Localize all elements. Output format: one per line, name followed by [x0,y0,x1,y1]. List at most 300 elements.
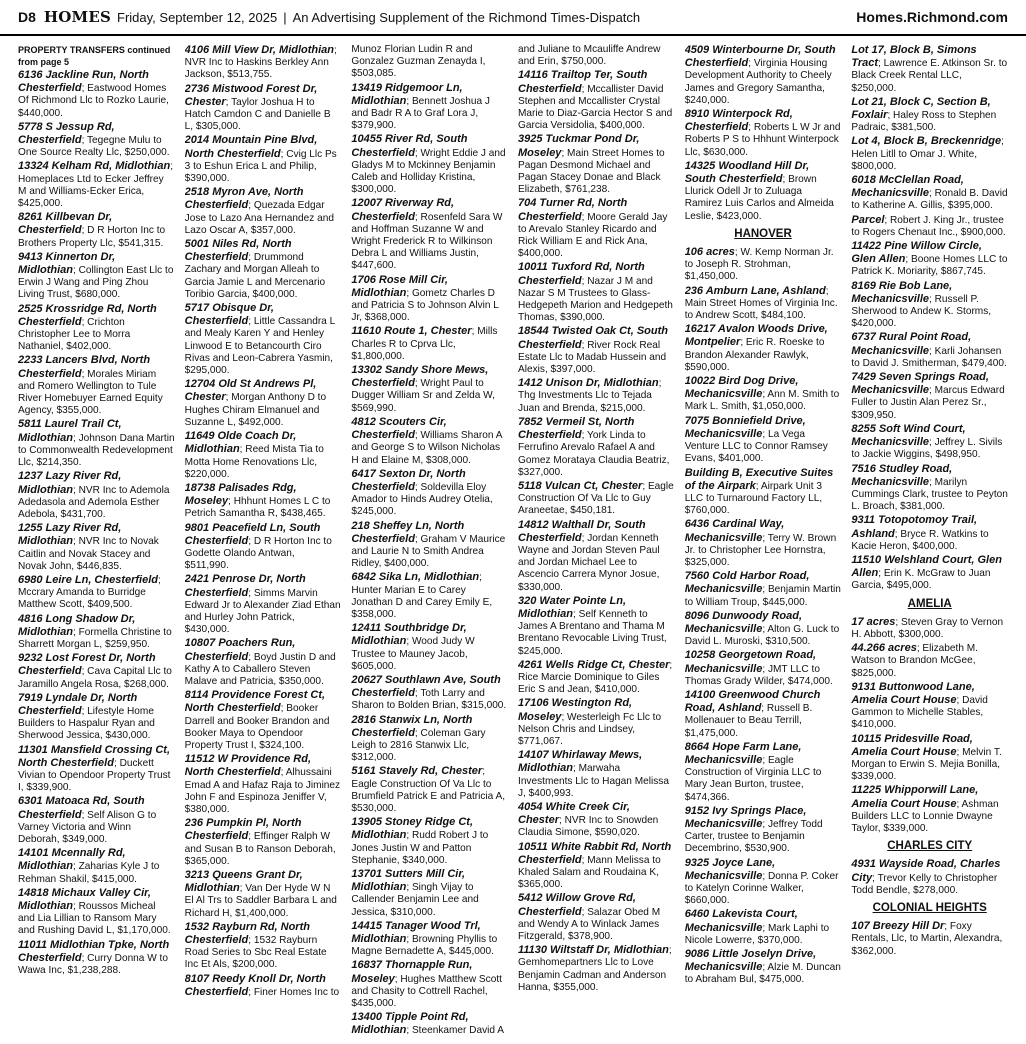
property-address: 18738 Palisades Rdg, Moseley [184,481,297,508]
transfer-details: ; Ronald B. David to Katherine A. Gillis, $395,000. [851,188,1008,212]
transfer-entry [18,303,175,354]
property-address: 9152 Ivy Springs Place, Mechanicsville [684,804,807,830]
transfer-entry [351,1011,508,1037]
transfer-details: ; Effinger Ralph W and Susan B to Ranson Deborah, $365,000. [184,831,336,867]
property-address: 6737 Rural Point Road, Mechanicsville [851,331,972,357]
property-address: 14812 Walthall Dr, South Chesterfield [518,518,646,544]
transfer-entry [518,944,675,994]
transfer-entry [851,554,1008,593]
transfer-details: ; Virginia Housing Development Authority to Cheely James and Gregory Samantha, $240,000. [684,58,832,106]
property-address: 6018 McClellan Road, Mechanicsville [851,174,964,200]
transfer-entry [18,470,175,521]
property-address: 11649 Olde Coach Dr, Midlothian [184,430,297,456]
transfer-details: ; Roussos Micheal and Lia Lillian to Ransom Mary and Rushing David L, $1,170,000. [18,901,171,937]
property-address: 10807 Poachers Run, Chesterfield [184,637,296,663]
transfer-entry [18,522,175,573]
transfer-entry [851,240,1008,279]
property-address: 11510 Welshland Court, Glen Allen [851,553,1002,580]
property-address: 4261 Wells Ridge Ct, Chester [518,658,670,671]
property-address: 2421 Penrose Dr, North Chesterfield [184,573,306,599]
property-address: 11301 Mansfield Crossing Ct, North Chesterfield [18,743,171,769]
transfer-entry [185,689,342,752]
property-address: 704 Turner Rd, North Chesterfield [518,197,628,223]
property-address: 8664 Hope Farm Lane, Mechanicsville [684,740,802,766]
property-address: 44.266 acres [851,642,917,655]
property-address: 13905 Stoney Ridge Ct, Midlothian [351,816,473,842]
property-address: 10011 Tuxford Rd, North Chesterfield [518,261,645,287]
property-address: Lot 21, Block C, Section B, Foxlair [851,95,991,122]
transfer-details: ; Eric R. Roeske to Brandon Alexander Rawlyk, $590,000. [684,337,825,373]
property-address: 10022 Bird Dog Drive, Mechanicsville [684,375,799,401]
transfer-entry [518,325,675,376]
property-address: Lot 17, Block B, Simons Tract [851,44,977,70]
transfer-details: ; Thg Investments Llc to Tejada Juan and Brenda, $215,000. [518,378,662,414]
property-address: 16837 Thornapple Run, Moseley [351,959,473,985]
transfer-entry [18,69,175,120]
transfer-details: ; Elizabeth M. Watson to Brandon McGee, $825,000. [851,643,978,679]
transfer-entry [351,274,508,325]
transfer-entry [851,616,1008,641]
transfer-details: ; D R Horton Inc to Godette Olando Antwan, $511,990. [184,535,332,572]
transfer-entry [851,371,1008,422]
transfer-entry [185,430,342,481]
property-address: 5778 S Jessup Rd, Chesterfield [18,120,115,147]
transfer-entry [185,753,342,816]
property-address: 11512 W Providence Rd, North Chesterfield [184,753,312,779]
column-2 [185,44,342,1039]
transfer-details: ; NVR Inc to Snowden Claudia Simone, $590,020. [518,815,659,839]
property-address: 9801 Peacefield Ln, South Chesterfield [184,521,321,547]
transfer-entry [685,741,842,804]
transfer-entry [351,44,508,81]
transfer-details: ; Marilyn Cummings Clark, trustee to Peyton L. Broach, $381,000. [851,476,1008,513]
header-separator: | [283,9,287,25]
property-address: 6301 Matoaca Rd, South Chesterfield [18,795,145,821]
column-6 [851,44,1008,1039]
property-address: 7852 Vermeil St, North Chesterfield [518,415,635,442]
transfer-details: ; Wright Paul to Dugger William Sr and Zelda W, $569,990. [351,378,495,414]
transfer-details: ; Nazar J M and Nazar S M Trustees to Glass-Hedgepeth Marion and Hedgepeth Thomas, $390,000. [518,275,673,324]
transfer-entry [351,920,508,959]
transfer-details: ; Cava Capital Llc to Jaramillo Angela Rosa, $268,000. [18,666,172,690]
property-address: 4812 Scouters Cir, Chesterfield [351,415,447,442]
property-address: 8096 Dunwoody Road, Mechanicsville [684,609,803,635]
transfer-entry [351,765,508,815]
transfer-details: ; NVR Inc to Novak Caitlin and Novak Stacey and Novak John, $446,835. [18,536,159,572]
transfer-entry [851,96,1008,135]
property-address: 13400 Tipple Point Rd, Midlothian [351,1011,469,1037]
property-address: 12411 Southbridge Dr, Midlothian [351,622,467,648]
transfer-entry [518,659,675,697]
transfer-details: ; Donna P. Coker to Katelyn Corinne Walker, $660,000. [684,870,839,907]
transfer-details: ; Eastwood Homes Of Richmond Llc to Rozko Laurie, $440,000. [18,83,169,119]
transfer-details: ; La Vega Venture LLC to Connor Ramsey Evans, $401,000. [684,428,828,465]
transfer-entry [351,816,508,867]
transfer-entry [518,892,675,943]
property-address: 6980 Leire Ln, Chesterfield [18,573,158,586]
transfer-entry [518,133,675,196]
transfer-entry [685,415,842,466]
property-address: 9325 Joyce Lane, Mechanicsville [684,856,776,882]
transfer-details: ; Eagle Construction of Virginia LLC to Mary Jean Burton, trustee, $474,366. [684,754,822,803]
transfer-details: ; Foxy Rentals, Llc, to Martin, Alexandra, $362,000. [851,921,1003,957]
transfer-details: ; Mccallister David Stephen and Mccallister Crystal Marie to Diaz-Garcia Hector S and Garcia Versidolia, $400,000. [518,83,673,132]
transfer-details: ; Roberts L W Jr and Roberts P S to Hhhunt Winterpock Llc, $630,000. [684,122,841,158]
transfer-entry [351,468,508,519]
transfer-entry [18,939,175,978]
transfer-details: ; Finer Homes Inc to [248,986,340,998]
property-address: 5001 Niles Rd, North Chesterfield [184,238,292,264]
transfer-details: ; Little Cassandra L and Mealy Karen Y and Henley Linwood E to Betancourth Ciro Rivas and Leon-Cabrera Yasmin, $295,000. [184,316,335,377]
transfer-details: ; Boyd Justin D and Kathy A to Caballero Steven Malave and Patricia, $350,000. [184,651,336,687]
transfer-entry [18,354,175,417]
transfer-entry [18,744,175,795]
transfer-entry [185,637,342,688]
transfer-entry [685,285,842,323]
property-address: 2525 Krossridge Rd, North Chesterfield [18,302,157,328]
transfer-entry [185,134,342,185]
transfer-details: ; Russell B. Mollenauer to Beau Terrill, $1,475,000. [684,703,813,739]
continued-note: PROPERTY TRANSFERS continued from page 5 [18,45,171,67]
property-address: 236 Amburn Lane, Ashland [684,284,826,297]
transfer-entry [518,697,675,748]
transfer-details: ; Karli Johansen to David J. Smitherman, $479,400. [851,345,1007,369]
transfer-details: ; Steenkamer David A [406,1025,504,1037]
transfer-details: ; Helen Litll to Omar J. White, $800,000. [851,136,1004,172]
transfer-entry [685,160,842,223]
transfer-details: ; Curry Donna W to Wawa Inc, $1,238,288. [18,952,168,977]
property-address: 2233 Lancers Blvd, North Chesterfield [18,354,151,380]
section-brand: HOMES [43,8,112,26]
property-address: 12704 Old St Andrews Pl, Chester [184,378,317,404]
transfer-entry [185,302,342,377]
transfer-details: ; Singh Vijay to Callender Benjamin Lee and Jessica, $310,000. [351,882,479,918]
transfer-entry [851,44,1008,95]
transfer-entry [851,135,1008,173]
transfer-details: ; Rice Marcie Dominique to Giles Eric S and Jean, $410,000. [518,659,673,696]
transfer-entry [851,331,1008,370]
transfer-details: ; Formella Christine to Sharrett Morgan L, $259,950. [18,626,172,650]
property-address: 14415 Tanager Wood Trl, Midlothian [351,919,481,946]
transfer-entry [351,959,508,1010]
transfer-entry [685,610,842,649]
transfer-entry [685,857,842,908]
property-address: 4054 White Creek Cir, Chester [518,800,630,827]
column-3 [351,44,508,1039]
transfer-entry [685,689,842,740]
property-address: 106 acres [684,246,735,259]
transfer-details: ; Homeplaces Ltd to Ecker Jeffrey M and Williams-Ecker Erica, $425,000. [18,161,174,210]
property-address: 12007 Riverway Rd, Chesterfield [351,197,455,223]
transfer-entry [518,377,675,415]
transfer-entry [685,649,842,688]
transfer-entry [18,795,175,846]
transfer-entry [351,674,508,713]
transfer-details: ; Hunter Marian E to Carey Jonathan D and Carey Emily E, $358,000. [351,572,493,620]
property-address: 8107 Reedy Knoll Dr, North Chesterfield [184,972,326,998]
transfer-entry [518,595,675,658]
property-address: 7919 Lyndale Dr, North Chesterfield [18,691,138,717]
transfer-entry [518,801,675,840]
transfer-entry [18,574,175,612]
section-heading: HANOVER [734,227,792,240]
transfer-entry [685,948,842,987]
transfer-details: and Juliane to Mcauliffe Andrew and Erin, $750,000. [518,44,661,68]
transfer-details: ; NVR Inc to Haskins Berkley Ann Jackson, $513,755. [184,45,337,81]
transfer-details: ; Alhussaini Emad A and Hafaz Raja to Jiminez John F and Espinoza Jeniffer V, $380,000. [184,767,341,815]
property-address: 1255 Lazy River Rd, Midlothian [18,522,122,548]
transfer-details: ; Graham V Maurice and Laurie N to Smith Andrea Ridley, $400,000. [351,533,506,570]
transfer-entry [851,514,1008,553]
column-5 [685,44,842,1039]
property-address: 14100 Greenwood Church Road, Ashland [684,688,821,715]
transfer-entry [185,83,342,134]
property-address: 11130 Wiltstaff Dr, Midlothian [518,944,669,957]
transfer-entry [685,805,842,856]
transfer-details: ; D R Horton Inc to Brothers Property Llc, $541,315. [18,225,166,249]
transfer-details: ; River Rock Real Estate Llc to Madab Hussein and Alexis, $397,000. [518,339,667,376]
property-address: 8169 Rie Bob Lane, Mechanicsville [851,279,953,305]
transfer-details: ; Terry W. Brown Jr. to Christopher Lee Hornstra, $325,000. [684,532,837,568]
transfer-entry [351,416,508,467]
property-address: 7429 Seven Springs Road, Mechanicsville [851,371,989,397]
transfer-entry [185,522,342,573]
transfer-details: ; Melvin T. Morgan to Erwin S. Mejia Bonilla, $339,000. [851,746,1002,783]
property-address: 10115 Pridesville Road, Amelia Court House [851,732,973,758]
transfer-details: ; Jordan Kenneth Wayne and Jordan Steven Paul and Jordan Michael Lee to Ascencio Carrera Mynor Josue, $330,000. [518,532,660,593]
transfer-entry [518,841,675,892]
transfer-details: ; Russell P. Sherwood to Andew K. Storms, $420,000. [851,293,992,330]
issue-date: Friday, September 12, 2025 [117,9,278,25]
supplement-note: An Advertising Supplement of the Richmond Times-Dispatch [292,9,641,25]
property-address: 16217 Avalon Woods Drive, Montpelier [684,323,828,349]
transfer-details: ; Toth Larry and Sharon to Bolden Brian, $315,000. [351,688,507,712]
transfer-details: ; Marcus Edward Fuller to Justin Alan Perez Sr., $309,950. [851,385,1005,421]
transfer-entry [351,325,508,363]
transfer-details: ; Tegegne Mulu to One Source Realty Llc, $250,000. [18,135,170,159]
property-address: 9311 Totopotomoy Trail, Ashland [851,514,978,540]
property-address: 2518 Myron Ave, North Chesterfield [184,186,304,212]
property-address: 3213 Queens Grant Dr, Midlothian [184,869,303,895]
transfer-entry [185,573,342,636]
transfer-entry [518,69,675,132]
transfer-details: ; Crichton Christopher Lee to Morra Nathaniel, $402,000. [18,316,131,353]
transfer-entry [518,197,675,260]
transfer-details: ; Boone Homes LLC to Patrick K. Moriarity, $867,745. [851,254,1008,278]
transfer-entry [185,817,342,868]
property-address: 7516 Studley Road, Mechanicsville [851,462,953,488]
transfer-entry [685,108,842,159]
transfer-details: ; York Linda to Ferrufino Arevalo Rafael A and Gomez Morataya Claudia Beatriz, $327,000. [518,430,670,478]
transfer-details: ; Rudd Robert J to Jones Justin W and Patton Stephanie, $340,000. [351,830,489,866]
transfer-entry [185,378,342,429]
transfer-details: ; Moore Gerald Jay to Arevalo Stanley Ricardo and Rick William E and Rick Ana, $400,000. [518,211,668,260]
transfer-details: ; Self Alison G to Varney Victoria and Winn Deborah, $349,000. [18,809,157,845]
transfer-details: ; David Gammon to Michelle Stables, $410,000. [851,694,988,731]
section-heading: COLONIAL HEIGHTS [872,902,987,914]
transfer-details: ; Lawrence E. Atkinson Sr. to Black Creek Rental LLC, $250,000. [851,58,1008,94]
property-address: 14107 Whirlaway Mews, Midlothian [518,749,643,775]
page-number: D8 [18,9,36,25]
transfer-entry [685,246,842,284]
property-address: 6842 Sika Ln, Midlothian [351,571,480,584]
transfer-entry [851,214,1008,239]
transfer-details: ; Reed Mista Tia to Motta Home Renovations Llc, $220,000. [184,444,324,480]
property-address: 5811 Laurel Trail Ct, Midlothian [18,418,122,444]
transfer-details: ; Van Der Hyde W N El Al Trs to Saddler Barbara L and Richard H, $1,400,000. [184,883,337,919]
transfer-entry [851,784,1008,835]
transfer-entry [851,174,1008,213]
transfer-details: ; Steven Gray to Vernon H. Abbott, $300,000. [851,616,1004,640]
property-transfer-columns [18,44,1008,1039]
transfer-details: ; Soldevilla Eloy Amador to Hinds Audrey Otelia, $245,000. [351,481,493,518]
property-address: 11610 Route 1, Chester [351,325,472,338]
transfer-details: ; Wright Eddie J and Gladys M to Mckinney Benjamin Caleb and Holliday Kristina, $300,000. [351,147,506,196]
transfer-entry [851,733,1008,784]
transfer-entry [185,482,342,521]
transfer-entry [685,518,842,569]
property-address: 9131 Buttonwood Lane, Amelia Court House [851,680,975,706]
property-address: 6436 Cardinal Way, Mechanicsville [684,518,785,544]
transfer-details: ; Drummond Zachary and Morgan Alleah to Garcia Jamie L and Mercenario Toribio Garcia, $400,000. [184,252,326,300]
property-address: 5161 Stavely Rd, Chester [351,765,483,778]
transfer-details: ; Mann Melissa to Khaled Salam and Roudaina K, $365,000. [518,854,661,891]
transfer-entry [351,520,508,571]
transfer-details: ; Ann M. Smith to Mark L. Smith, $1,050,000. [684,389,840,413]
transfer-entry [185,869,342,920]
property-address: 11225 Whipporwill Lane, Amelia Court House [851,784,979,810]
transfer-details: ; Bennett Joshua J and Badr R A to Graf Lora J, $379,900. [351,95,490,132]
transfer-details: ; Alton G. Luck to David L. Muroski, $310,500. [684,623,840,648]
property-address: 14101 Mcennally Rd, Midlothian [18,847,126,873]
transfer-details: ; Cvig Llc Ps 3 to Eshun Erica L and Philip, $390,000. [184,148,337,185]
property-address: 14116 Trailtop Ter, South Chesterfield [518,69,648,95]
transfer-entry [185,44,342,82]
property-address: 4816 Long Shadow Dr, Midlothian [18,612,136,638]
transfer-entry [685,570,842,609]
property-address: 11422 Pine Willow Circle, Glen Allen [851,240,982,266]
property-address: 7075 Bonniefield Drive, Mechanicsville [684,414,806,440]
transfer-details: ; Johnson Dana Martin to Commonwealth Redevelopment Llc, $214,350. [18,432,175,469]
transfer-entry [851,858,1008,897]
page-header [0,0,1026,36]
transfer-details: ; Jeffrey Todd Carter, trustee to Benjamin Decembrino, $530,900. [684,818,823,855]
transfer-details: ; Gometz Charles D and Patricia S to Johnson Alvin L Jr, $368,000. [351,287,499,324]
transfer-entry [185,238,342,301]
transfer-entry [185,186,342,237]
transfer-details: ; Morales Miriam and Romero Wellington to Tule River Homebuyer Earned Equity Agency, $355,000. [18,368,163,417]
transfer-entry [18,211,175,250]
transfer-entry [851,681,1008,732]
transfer-entry [18,613,175,652]
transfer-details: ; NVR Inc to Ademola Adedasola and Ademola Esther Adebola, $431,700. [18,484,170,520]
property-address: 218 Sheffey Ln, North Chesterfield [351,519,465,545]
transfer-details: ; Haley Ross to Stephen Padraic, $381,500. [851,110,997,134]
property-address: 9232 Lost Forest Dr, North Chesterfield [18,652,156,678]
property-address: 13324 Kelham Rd, Midlothian [18,160,171,173]
transfer-details: ; Rosenfeld Sara W and Hoffman Suzanne W and Wright Frederick R to Wilkinson Debra L and Williams Justin, $447,600. [351,211,503,272]
transfer-entry [351,364,508,415]
transfer-entry [185,921,342,972]
transfer-details: ; Bryce R. Watkins to Kacie Heron, $400,000. [851,528,989,552]
transfer-entry [518,44,675,68]
transfer-details: ; Mark Laphi to Nicole Lowerre, $370,000. [684,922,830,946]
property-address: 5717 Obisque Dr, Chesterfield [184,302,274,328]
transfer-details: ; Eagle Construction Of Va Llc to Guy Araneetae, $450,181. [518,480,674,517]
transfer-details: ; Marwaha Investments Llc to Hagan Melissa J, $400,993. [518,763,669,799]
property-address: 3925 Tuckmar Pond Dr, Moseley [518,133,640,159]
transfer-entry [351,868,508,919]
transfer-details: ; 1532 Rayburn Road Series to Sbc Real Estate Inc Et Als, $200,000. [184,935,327,971]
property-address: 14325 Woodland Hill Dr, South Chesterfield [684,159,810,186]
transfer-details: ; W. Kemp Norman Jr. to Joseph R. Strohman, $1,450,000. [684,247,834,283]
property-address: 4509 Winterbourne Dr, South Chesterfield [684,44,836,70]
property-address: 4931 Wayside Road, Charles City [851,858,1001,884]
transfer-details: ; Self Kenneth to James A Brentano and Thama M Brentano Revocable Living Trust, $245,000. [518,608,667,657]
transfer-details: ; Trevor Kelly to Christopher Todd Bendle, $278,000. [851,872,998,896]
transfer-entry [18,692,175,743]
transfer-entry [18,121,175,160]
transfer-entry [18,160,175,210]
transfer-details: ; Duckett Vivian to Opendoor Property Trust I, $339,900. [18,757,171,794]
property-address: 1237 Lazy River Rd, Midlothian [18,470,122,496]
transfer-entry [351,197,508,272]
property-address: 5412 Willow Grove Rd, Chesterfield [518,892,636,918]
transfer-entry [18,418,175,469]
transfer-entry [351,133,508,196]
property-address: 11011 Midlothian Tpke, North Chesterfield [18,938,170,964]
transfer-entry [851,642,1008,680]
property-address: 236 Pumpkin Pl, North Chesterfield [184,817,302,843]
transfer-details: ; Mills Charles R to Cprva Llc, $1,800,000. [351,326,498,362]
property-address: 20627 Southlawn Ave, South Chesterfield [351,673,501,700]
transfer-details: ; Lifestyle Home Builders to Haspalur Ryan and Sherwood Jessica, $430,000. [18,705,155,742]
transfer-details: ; Westerleigh Fc Llc to Nelson Chris and Lindsey, $771,067. [518,711,662,747]
property-address: 10455 River Rd, South Chesterfield [351,133,468,159]
property-address: 5118 Vulcan Ct, Chester [518,479,643,492]
transfer-details: ; Jeffrey L. Sivils to Jackie Wiggins, $498,950. [851,437,1003,461]
transfer-entry [685,375,842,414]
property-address: 8261 Killbevan Dr, Chesterfield [18,211,113,237]
transfer-entry [351,714,508,765]
property-address: 6460 Lakevista Court, Mechanicsville [684,908,798,934]
property-address: 17 acres [851,615,896,628]
transfer-details: ; Hughes Matthew Scott and Chasity to Cottrell Rachel, $435,000. [351,973,502,1010]
property-address: 14818 Michaux Valley Cir, Midlothian [18,886,151,912]
transfer-details: ; Morgan Anthony D to Hughes Chiram Elmanuel and Suzanne L, $492,000. [184,392,327,428]
transfer-details: ; Benjamin Martin to William Troup, $445,000. [684,584,841,608]
property-address: 1412 Unison Dr, Midlothian [518,377,659,390]
transfer-details: ; Wood Judy W Trustee to Mauney Jacob, $605,000. [351,636,475,672]
transfer-details: ; Coleman Gary Leigh to 2816 Stanwix Llc, $312,000. [351,727,486,764]
transfer-entry [851,920,1008,958]
property-address: 13302 Sandy Shore Mews, Chesterfield [351,364,489,390]
transfer-details: ; Gemhomepartners Llc to Love Benjamin Cadman and Anderson Hanna, $355,000. [518,945,672,993]
property-address: 2014 Mountain Pine Blvd, North Chesterfield [184,134,318,160]
transfer-details: ; Booker Darrell and Booker Brandon and Booker Maya to Opendoor Property Trust I, $324,100. [184,703,330,751]
property-address: 13419 Ridgemoor Ln, Midlothian [351,81,463,107]
transfer-entry [851,280,1008,331]
transfer-details: ; Alzie M. Duncan to Abraham Bul, $475,000. [684,962,841,986]
property-address: 2736 Mistwood Forest Dr, Chester [184,82,318,108]
transfer-details: ; Simms Marvin Edward Jr to Alexander Ziad Ethan and Hurley John Patrick, $430,000. [184,587,341,636]
property-address: 13701 Sutters Mill Cir, Midlothian [351,868,466,894]
property-address: 8255 Soft Wind Court, Mechanicsville [851,422,966,449]
property-address: 7560 Cold Harbor Road, Mechanicsville [684,570,810,596]
transfer-entry [18,847,175,886]
transfer-details: ; Williams Sharon A and George S to Wilson Nicholas H and Elaine M, $308,000. [351,430,502,466]
transfer-entry [685,908,842,947]
